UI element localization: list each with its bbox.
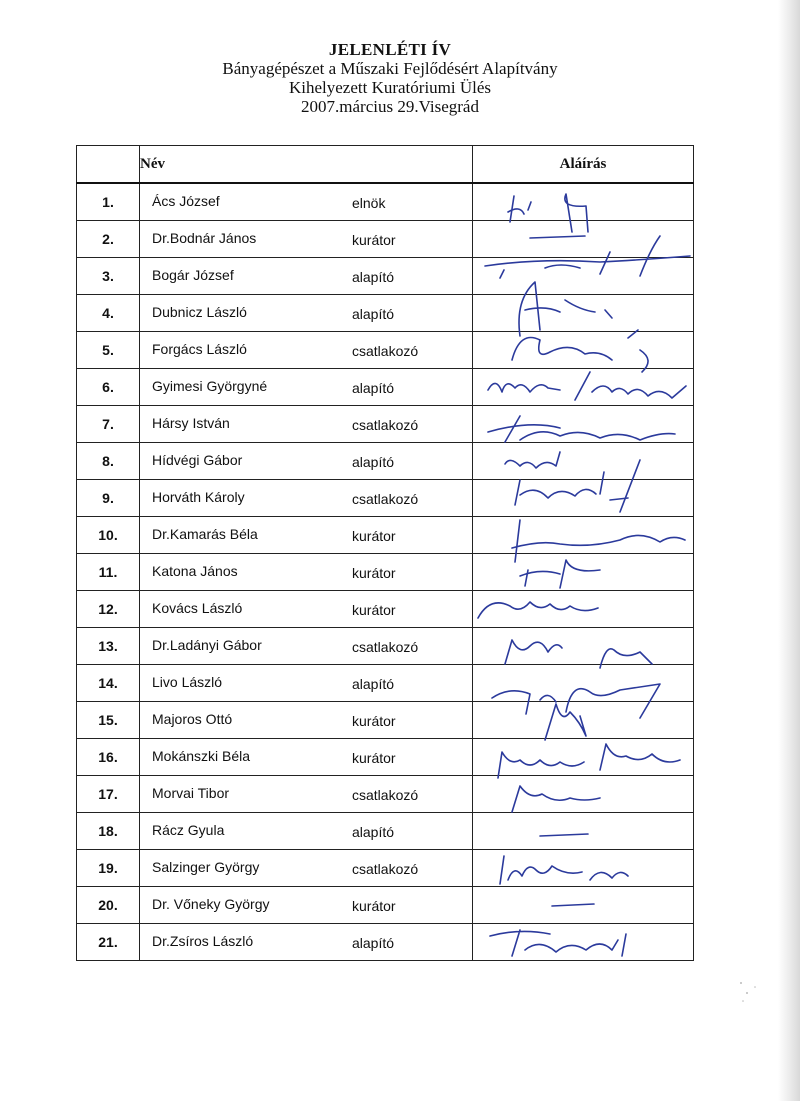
member-role: kurátor — [352, 602, 396, 618]
table-row — [77, 702, 694, 739]
member-cell — [140, 332, 473, 369]
signature-cell — [473, 850, 694, 887]
signature-cell — [473, 332, 694, 369]
member-name: Ács József — [152, 193, 220, 209]
member-role: csatlakozó — [352, 343, 419, 359]
member-cell — [140, 887, 473, 924]
table-row — [77, 924, 694, 961]
row-number: 11. — [77, 554, 140, 591]
member-name: Dubnicz László — [152, 304, 247, 320]
row-number: 20. — [77, 887, 140, 924]
member-name: Rácz Gyula — [152, 822, 225, 838]
table-row — [77, 554, 694, 591]
signature-cell — [473, 443, 694, 480]
member-cell — [140, 554, 473, 591]
row-number: 12. — [77, 591, 140, 628]
row-number: 7. — [77, 406, 140, 443]
member-name: Hársy István — [152, 415, 230, 431]
member-cell — [140, 517, 473, 554]
row-number: 5. — [77, 332, 140, 369]
signature-cell — [473, 183, 694, 221]
signature-cell — [473, 813, 694, 850]
row-number: 16. — [77, 739, 140, 776]
member-role: csatlakozó — [352, 787, 419, 803]
table-row — [77, 332, 694, 369]
member-name: Dr.Zsíros László — [152, 933, 254, 949]
member-role: alapító — [352, 269, 395, 285]
row-number: 1. — [77, 183, 140, 221]
member-name: Livo László — [152, 674, 223, 690]
table-row — [77, 517, 694, 554]
member-role: csatlakozó — [352, 417, 419, 433]
row-number: 14. — [77, 665, 140, 702]
member-cell — [140, 702, 473, 739]
member-role: kurátor — [352, 750, 396, 766]
member-role: alapító — [352, 676, 395, 692]
table-row — [77, 369, 694, 406]
member-name: Gyimesi Györgyné — [152, 378, 268, 394]
member-name: Salzinger György — [152, 859, 260, 875]
member-cell — [140, 221, 473, 258]
member-role: csatlakozó — [352, 861, 419, 877]
signature-cell — [473, 887, 694, 924]
member-cell — [140, 665, 473, 702]
signature-cell — [473, 517, 694, 554]
signature-cell — [473, 295, 694, 332]
signature-cell — [473, 258, 694, 295]
member-name: Dr.Ladányi Gábor — [152, 637, 262, 653]
document-title: JELENLÉTI ÍV — [328, 40, 452, 59]
signature-cell — [473, 406, 694, 443]
signature-cell — [473, 924, 694, 961]
signature-cell — [473, 480, 694, 517]
row-number: 13. — [77, 628, 140, 665]
member-cell — [140, 443, 473, 480]
member-name: Bogár József — [152, 267, 234, 283]
table-row — [77, 258, 694, 295]
organization-name: Bányagépészet a Műszaki Fejlődésért Alapítvány — [222, 59, 558, 78]
table-row — [77, 739, 694, 776]
member-role: alapító — [352, 824, 395, 840]
member-role: kurátor — [352, 528, 396, 544]
document-header — [0, 40, 780, 116]
signature-cell — [473, 776, 694, 813]
member-cell — [140, 406, 473, 443]
scan-edge-shadow — [778, 0, 800, 1101]
row-number: 3. — [77, 258, 140, 295]
row-number: 19. — [77, 850, 140, 887]
number-column-header — [77, 146, 140, 184]
table-row — [77, 665, 694, 702]
row-number: 9. — [77, 480, 140, 517]
member-name: Horváth Károly — [152, 489, 245, 505]
member-role: csatlakozó — [352, 639, 419, 655]
member-role: kurátor — [352, 713, 396, 729]
table-row — [77, 813, 694, 850]
row-number: 15. — [77, 702, 140, 739]
member-role: alapító — [352, 454, 395, 470]
table-row — [77, 183, 694, 221]
member-name: Kovács László — [152, 600, 243, 616]
member-role: elnök — [352, 195, 386, 211]
signature-cell — [473, 369, 694, 406]
member-role: alapító — [352, 380, 395, 396]
table-row — [77, 443, 694, 480]
member-cell — [140, 628, 473, 665]
member-name: Majoros Ottó — [152, 711, 233, 727]
member-cell — [140, 850, 473, 887]
table-header-row — [77, 146, 694, 184]
row-number: 17. — [77, 776, 140, 813]
member-role: alapító — [352, 306, 395, 322]
member-name: Morvai Tibor — [152, 785, 230, 801]
member-role: kurátor — [352, 565, 396, 581]
row-number: 6. — [77, 369, 140, 406]
table-row — [77, 850, 694, 887]
member-cell — [140, 776, 473, 813]
signature-cell — [473, 665, 694, 702]
table-row — [77, 887, 694, 924]
member-role: csatlakozó — [352, 491, 419, 507]
member-name: Hídvégi Gábor — [152, 452, 243, 468]
member-name: Katona János — [152, 563, 238, 579]
member-name: Forgács László — [152, 341, 247, 357]
member-cell — [140, 183, 473, 221]
table-row — [77, 406, 694, 443]
signature-cell — [473, 702, 694, 739]
member-role: alapító — [352, 935, 395, 951]
signature-cell — [473, 554, 694, 591]
scan-specks — [735, 975, 775, 1015]
member-name: Dr.Bodnár János — [152, 230, 257, 246]
member-name: Dr. Vőneky György — [152, 896, 270, 912]
member-cell — [140, 295, 473, 332]
table-row — [77, 295, 694, 332]
signature-cell — [473, 591, 694, 628]
signature-cell — [473, 739, 694, 776]
table-row — [77, 480, 694, 517]
member-cell — [140, 369, 473, 406]
table-row — [77, 628, 694, 665]
meeting-name: Kihelyezett Kuratóriumi Ülés — [288, 78, 492, 97]
member-cell — [140, 258, 473, 295]
row-number: 8. — [77, 443, 140, 480]
signature-column-header: Aláírás — [473, 146, 694, 184]
member-cell — [140, 480, 473, 517]
attendance-table — [76, 145, 694, 961]
row-number: 18. — [77, 813, 140, 850]
member-cell — [140, 739, 473, 776]
member-name: Dr.Kamarás Béla — [152, 526, 258, 542]
row-number: 21. — [77, 924, 140, 961]
table-row — [77, 591, 694, 628]
signature-cell — [473, 628, 694, 665]
name-column-header: Név — [140, 146, 473, 184]
member-role: kurátor — [352, 898, 396, 914]
table-row — [77, 776, 694, 813]
table-row — [77, 221, 694, 258]
member-role: kurátor — [352, 232, 396, 248]
row-number: 4. — [77, 295, 140, 332]
member-cell — [140, 813, 473, 850]
date-and-place: 2007.március 29.Visegrád — [301, 97, 479, 116]
member-cell — [140, 924, 473, 961]
row-number: 2. — [77, 221, 140, 258]
signature-cell — [473, 221, 694, 258]
member-name: Mokánszki Béla — [152, 748, 251, 764]
row-number: 10. — [77, 517, 140, 554]
member-cell — [140, 591, 473, 628]
